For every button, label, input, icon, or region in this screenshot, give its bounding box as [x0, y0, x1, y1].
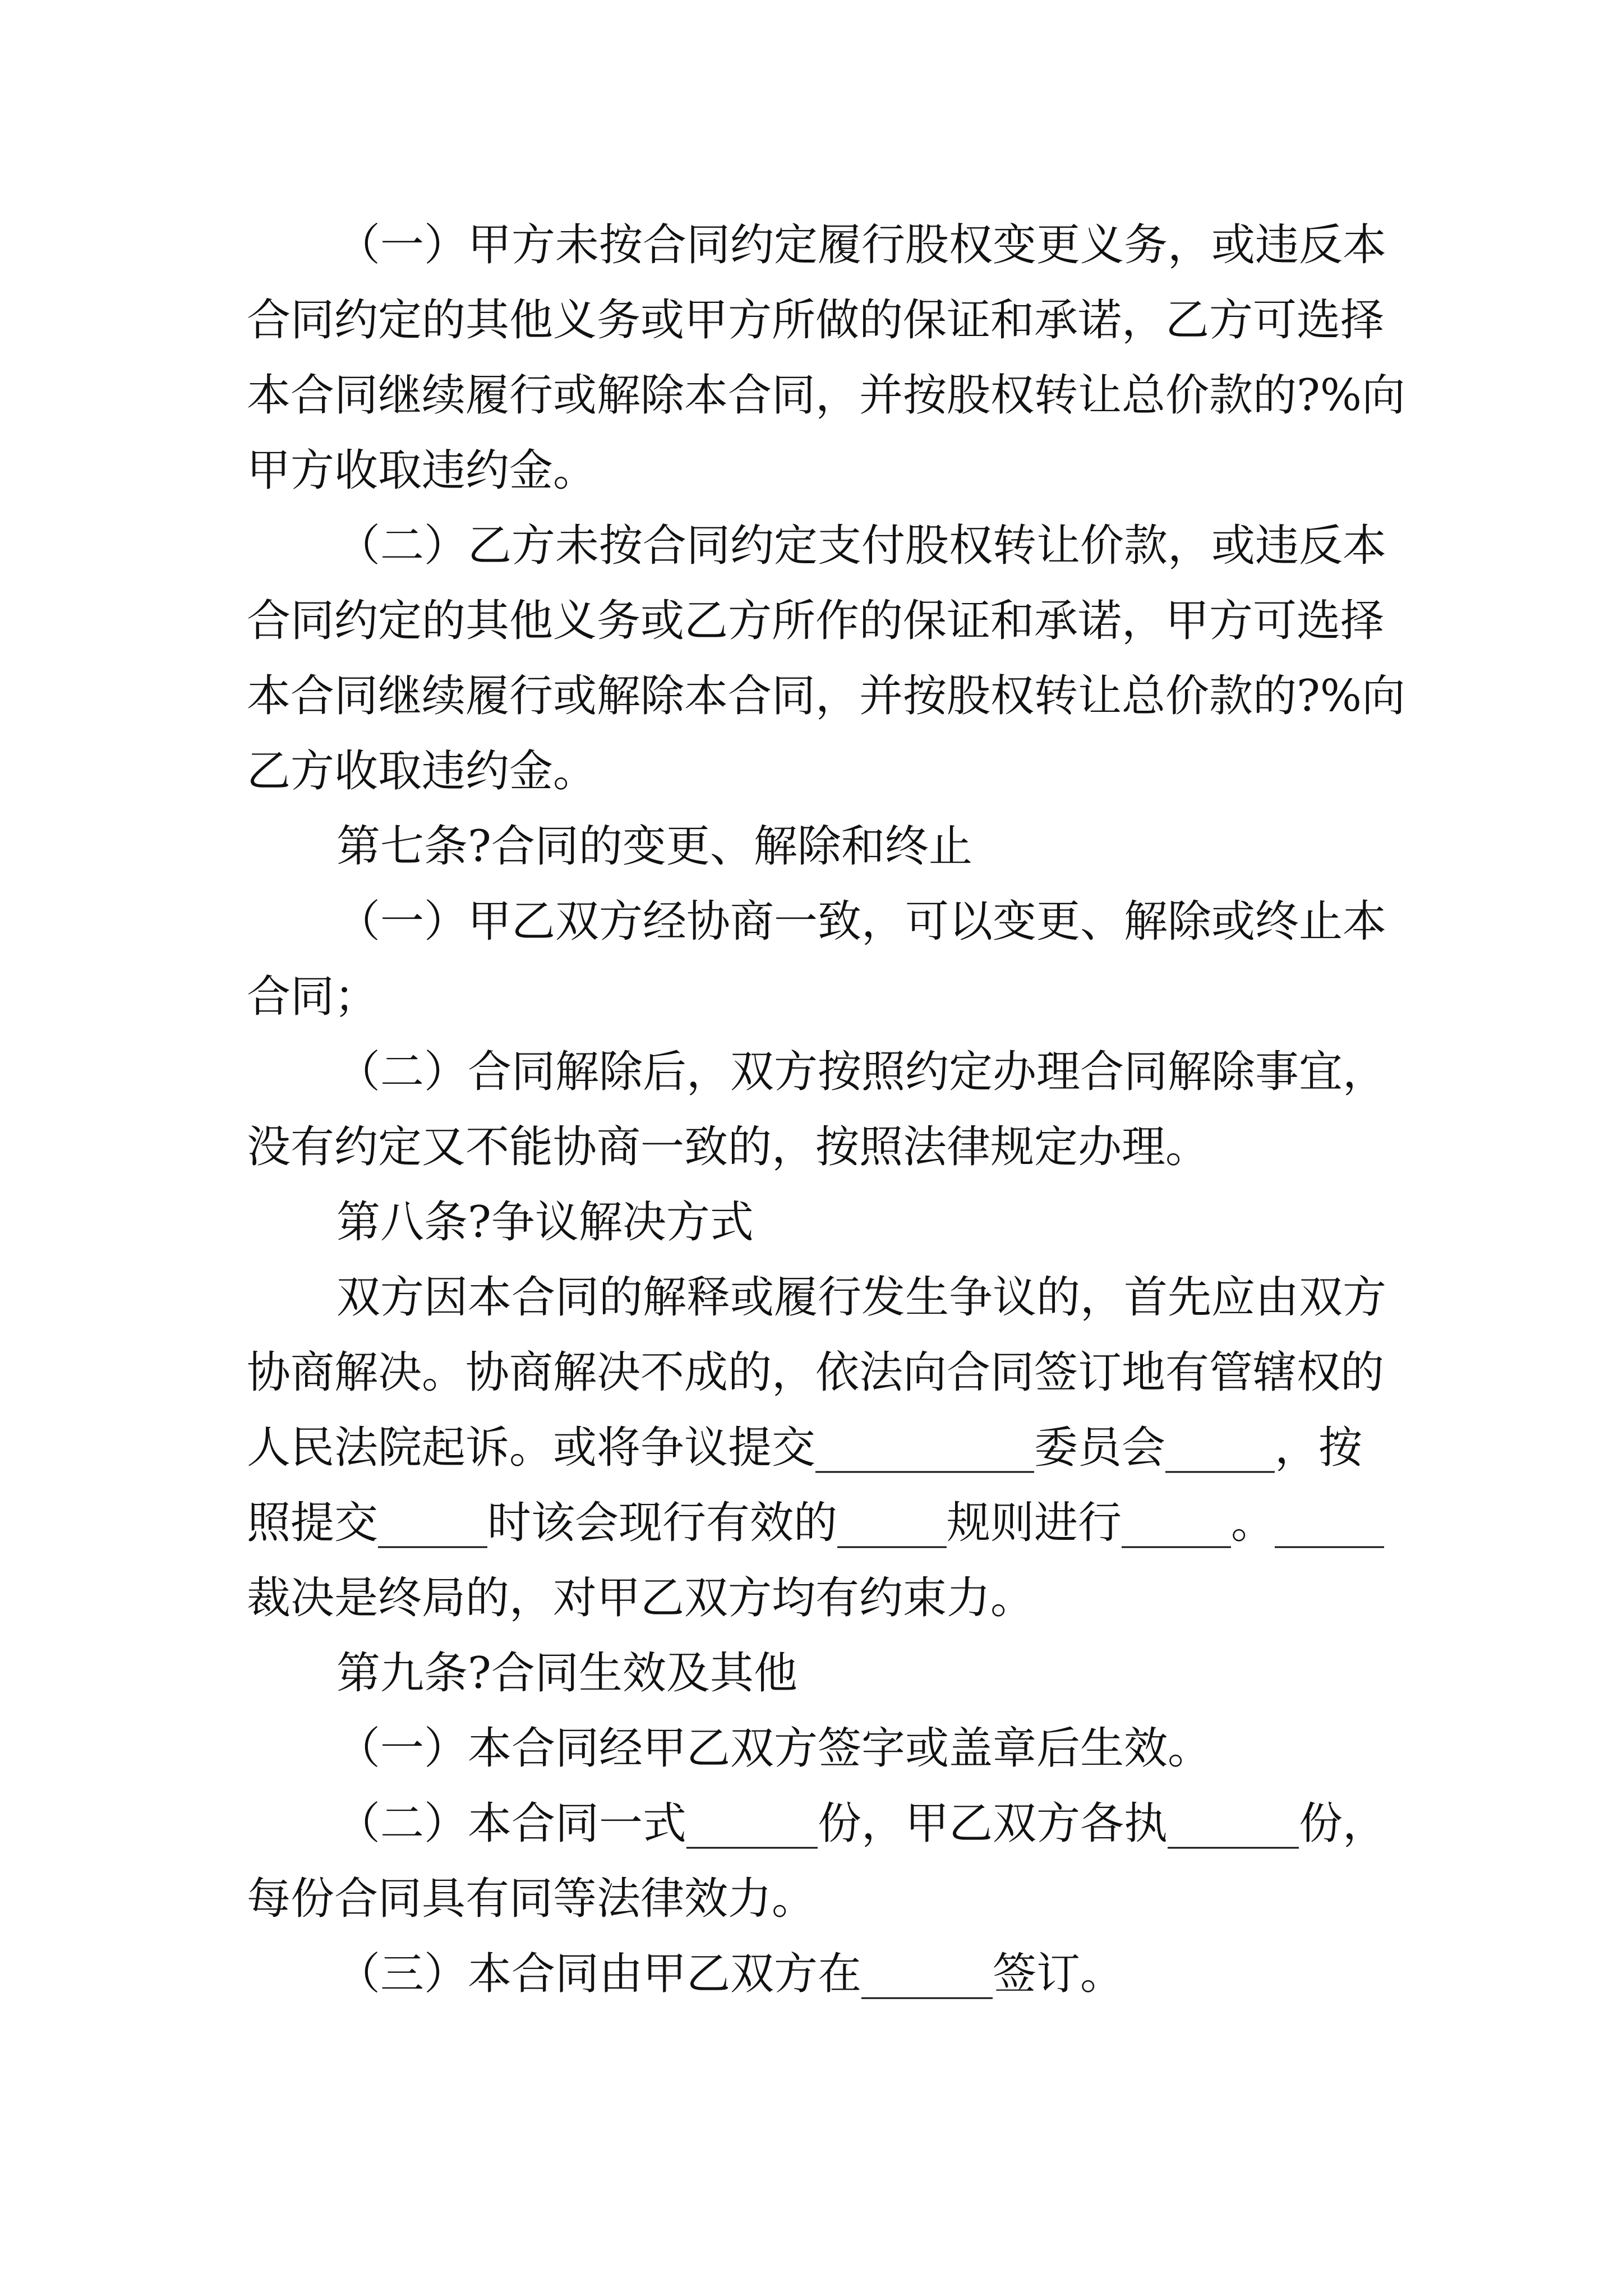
paragraph-line: 本合同继续履行或解除本合同，并按股权转让总价款的?%向 [247, 370, 1405, 421]
paragraph-line: 没有约定又不能协商一致的，按照法律规定办理。 [247, 1122, 1210, 1172]
paragraph-line: （一）甲方未按合同约定履行股权变更义务，或违反本 [336, 220, 1387, 270]
paragraph-line: 每份合同具有同等法律效力。 [247, 1874, 816, 1924]
paragraph-line: （二）合同解除后，双方按照约定办理合同解除事宜， [336, 1047, 1387, 1097]
paragraph-line: 裁决是终局的，对甲乙双方均有约束力。 [247, 1573, 1035, 1623]
paragraph-line: （二）本合同一式______份，甲乙双方各执______份， [336, 1798, 1387, 1849]
paragraph-line: 照提交_____时该会现行有效的_____规则进行_____。_____ [247, 1498, 1385, 1548]
section-heading: 第八条?争议解决方式 [336, 1197, 754, 1248]
paragraph-line: 协商解决。协商解决不成的，依法向合同签订地有管辖权的 [247, 1347, 1385, 1398]
paragraph-line: （一）甲乙双方经协商一致，可以变更、解除或终止本 [336, 896, 1387, 947]
paragraph-line: 乙方收取违约金。 [247, 746, 597, 797]
section-heading: 第九条?合同生效及其他 [336, 1648, 797, 1699]
section-heading: 第七条?合同的变更、解除和终止 [336, 821, 972, 872]
paragraph-line: 本合同继续履行或解除本合同，并按股权转让总价款的?%向 [247, 671, 1405, 721]
paragraph-line: 甲方收取违约金。 [247, 445, 597, 496]
paragraph-line: 合同约定的其他义务或甲方所做的保证和承诺，乙方可选择 [247, 295, 1385, 346]
paragraph-line: （三）本合同由甲乙双方在______签订。 [336, 1949, 1124, 1999]
paragraph-line: （一）本合同经甲乙双方签字或盖章后生效。 [336, 1723, 1212, 1774]
paragraph-line: 人民法院起诉。或将争议提交__________委员会_____，按 [247, 1423, 1363, 1473]
paragraph-line: 合同； [247, 972, 379, 1022]
paragraph-line: 双方因本合同的解释或履行发生争议的，首先应由双方 [336, 1272, 1387, 1323]
paragraph-line: （二）乙方未按合同约定支付股权转让价款，或违反本 [336, 521, 1387, 571]
paragraph-line: 合同约定的其他义务或乙方所作的保证和承诺，甲方可选择 [247, 596, 1385, 646]
